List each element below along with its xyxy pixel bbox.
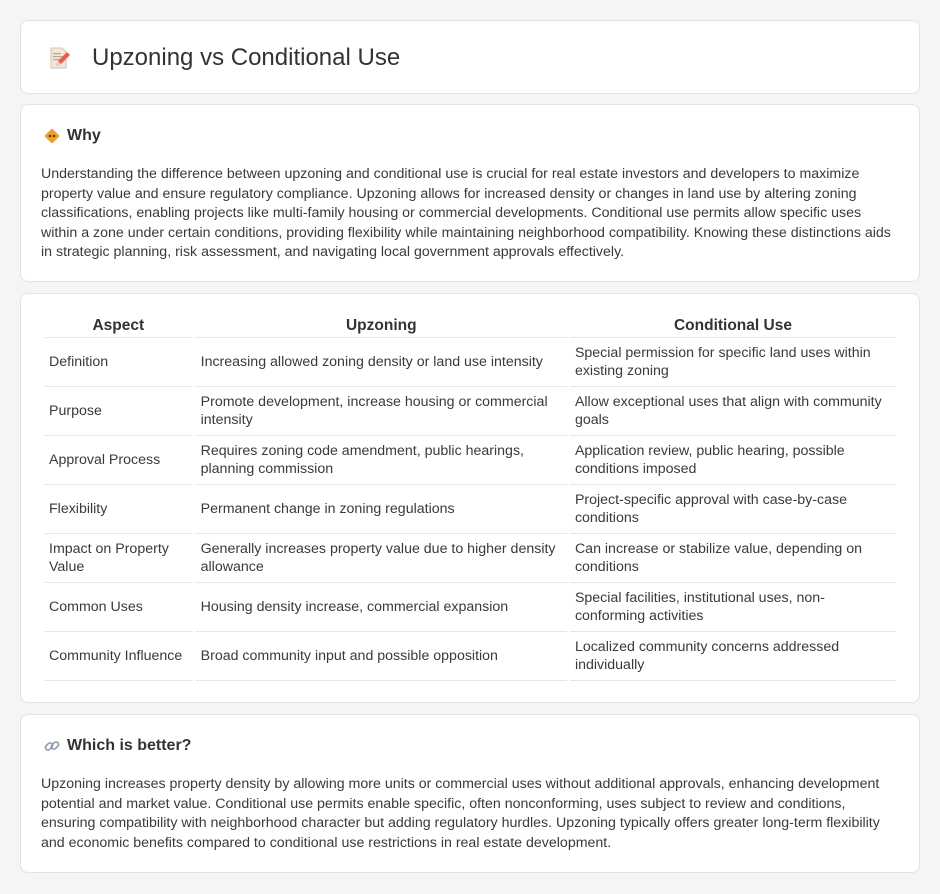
table-row — [44, 583, 896, 632]
cell-conditional-use: Special permission for specific land uses within existing zoning — [570, 338, 896, 387]
header-aspect: Aspect — [44, 316, 193, 338]
table-header-row — [44, 316, 896, 338]
table-row — [44, 632, 896, 681]
cell-aspect: Common Uses — [44, 583, 193, 632]
cell-aspect: Impact on Property Value — [44, 534, 193, 583]
cell-conditional-use: Special facilities, institutional uses, non-conforming activities — [570, 583, 896, 632]
cell-conditional-use: Localized community concerns addressed individually — [570, 632, 896, 681]
table-row — [44, 387, 896, 436]
why-section — [20, 104, 920, 282]
better-text: Upzoning increases property density by allowing more units or commercial uses without additional approvals, enhancing development potential and market value. Conditional use permits enable specific, often nonconforming, uses subject to review and conditions, ensuring compatibility with neighborhood character but adding regulatory hurdles. Upzoning typically offers greater long-term flexibility and economic benefits compared to conditional use restrictions in real estate development. — [41, 776, 880, 851]
which-is-better-section — [20, 714, 920, 873]
header-conditional-use: Conditional Use — [570, 316, 896, 338]
cell-upzoning: Generally increases property value due to higher density allowance — [196, 534, 567, 583]
comparison-table — [41, 316, 899, 681]
cell-upzoning: Promote development, increase housing or commercial intensity — [196, 387, 567, 436]
table-row — [44, 436, 896, 485]
why-heading — [43, 127, 101, 145]
cell-conditional-use: Project-specific approval with case-by-case conditions — [570, 485, 896, 534]
table-row — [44, 338, 896, 387]
cell-upzoning: Increasing allowed zoning density or land use intensity — [196, 338, 567, 387]
cell-aspect: Definition — [44, 338, 193, 387]
better-title: Which is better? — [67, 737, 192, 754]
cell-conditional-use: Allow exceptional uses that align with community goals — [570, 387, 896, 436]
better-heading — [43, 737, 191, 755]
cell-conditional-use: Can increase or stabilize value, depending on conditions — [570, 534, 896, 583]
document-pencil-icon — [47, 46, 71, 70]
header-card — [20, 20, 920, 94]
cell-conditional-use: Application review, public hearing, possible conditions imposed — [570, 436, 896, 485]
cell-upzoning: Broad community input and possible opposition — [196, 632, 567, 681]
cell-aspect: Approval Process — [44, 436, 193, 485]
link-icon — [43, 737, 61, 755]
table-row — [44, 485, 896, 534]
diamond-sign-icon — [43, 127, 61, 145]
table-row — [44, 534, 896, 583]
comparison-section — [20, 293, 920, 703]
cell-aspect: Flexibility — [44, 485, 193, 534]
cell-aspect: Community Influence — [44, 632, 193, 681]
why-text: Understanding the difference between upzoning and conditional use is crucial for real estate investors and developers to maximize property value and ensure regulatory compliance. Upzoning allows for increased density or changes in land use by altering zoning classifications, enabling projects like multi-family housing or commercial developments. Conditional use permits allow specific uses within a zone under certain conditions, providing flexibility while maintaining neighborhood compatibility. Knowing these distinctions aids in strategic planning, risk assessment, and navigating local government approvals effectively. — [41, 166, 891, 261]
why-title: Why — [67, 127, 101, 144]
cell-upzoning: Requires zoning code amendment, public hearings, planning commission — [196, 436, 567, 485]
cell-upzoning: Housing density increase, commercial expansion — [196, 583, 567, 632]
cell-upzoning: Permanent change in zoning regulations — [196, 485, 567, 534]
page-title: Upzoning vs Conditional Use — [92, 44, 401, 71]
cell-aspect: Purpose — [44, 387, 193, 436]
header-upzoning: Upzoning — [196, 316, 567, 338]
